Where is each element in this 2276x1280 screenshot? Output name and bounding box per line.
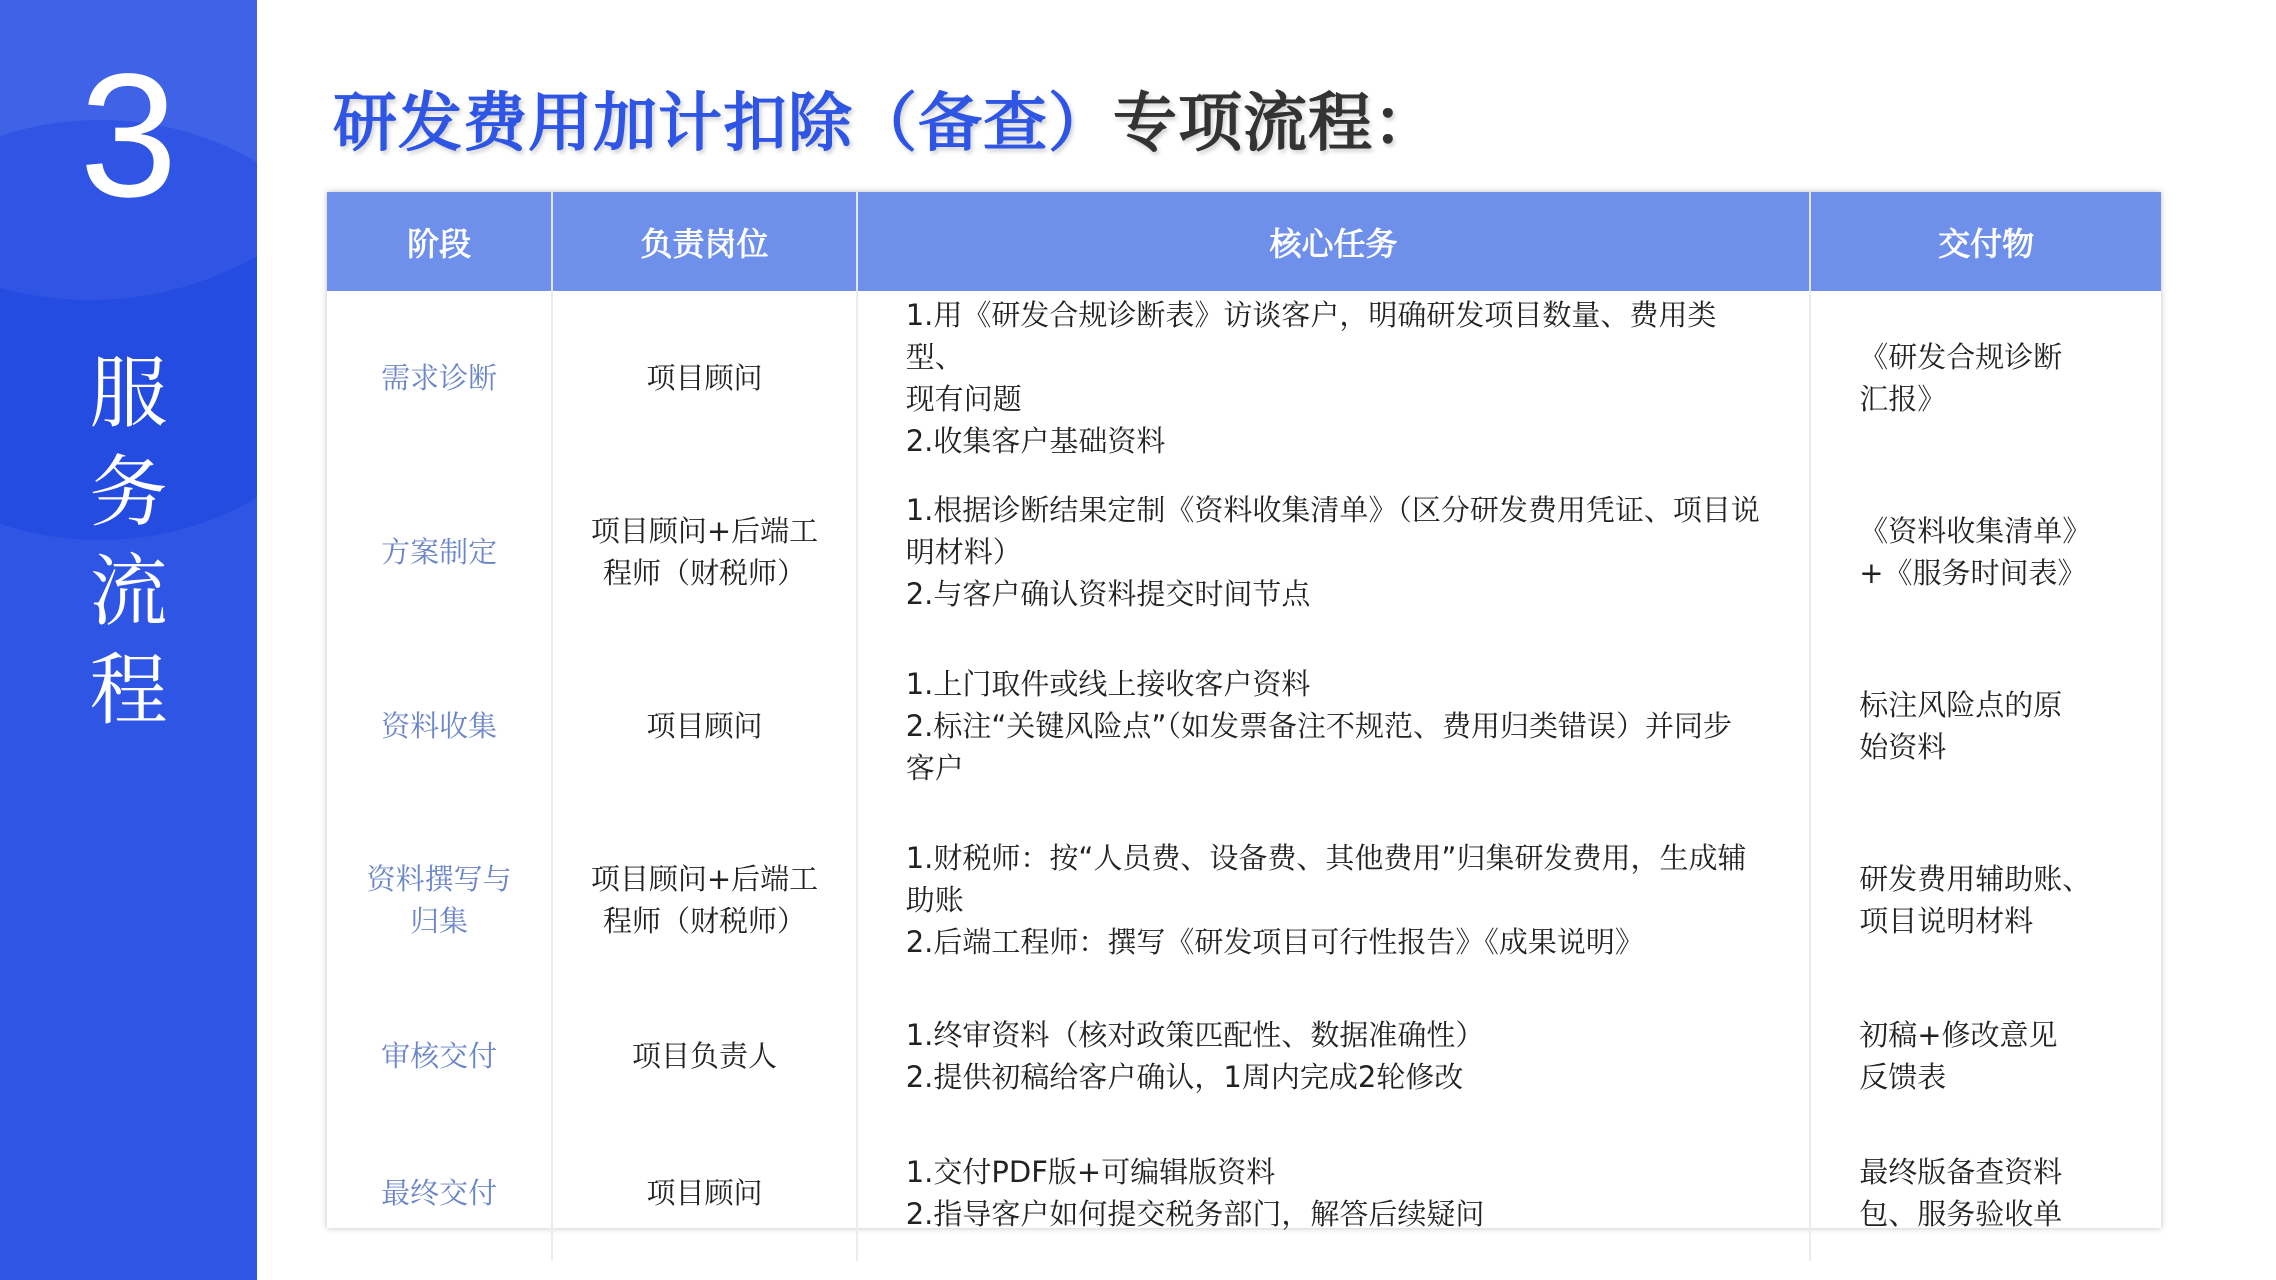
deliverable-text-line: 反馈表 [1859, 1059, 1947, 1094]
table-row [327, 1124, 2161, 1261]
role-text-line: 程师（财税师） [603, 556, 807, 590]
tasks-text-line: 1.根据诊断结果定制《资料收集清单》（区分研发费用凭证、项目说 [905, 493, 1760, 527]
tasks-cell [857, 813, 1810, 987]
section-title-char: 程 [89, 646, 168, 736]
deliverable-cell [1810, 291, 2161, 465]
deliverable-text-line: 最终版备查资料 [1859, 1154, 2063, 1189]
section-number: 3 [79, 38, 178, 234]
table-row [327, 291, 2161, 465]
tasks-cell [857, 987, 1810, 1124]
tasks-text-line: 1.上门取件或线上接收客户资料 [905, 667, 1311, 701]
role-text-line: 项目顾问 [646, 361, 763, 395]
page-title [333, 72, 1438, 164]
deliverable-cell [1810, 465, 2161, 639]
section-title-char: 务 [89, 448, 168, 538]
tasks-text-line: 1.财税师：按“人员费、设备费、其他费用”归集研发费用，生成辅 [905, 841, 1747, 875]
section-title-char: 流 [89, 547, 168, 637]
stage-text-line: 需求诊断 [381, 361, 498, 395]
tasks-cell [857, 465, 1810, 639]
table-body [327, 291, 2161, 1261]
stage-cell [327, 987, 552, 1124]
page-title-main: 研发费用加计扣除（备查） [333, 87, 1113, 161]
page-title-suffix: 专项流程： [1113, 87, 1438, 161]
tasks-text-line: 客户 [905, 751, 964, 785]
stage-text-line: 审核交付 [381, 1038, 498, 1073]
header-deliverable: 交付物 [1810, 192, 2161, 291]
section-title [0, 345, 257, 741]
stage-text-line: 最终交付 [381, 1175, 498, 1210]
stage-cell [327, 465, 552, 639]
stage-text-line: 资料收集 [381, 709, 498, 743]
table-row [327, 465, 2161, 639]
deliverable-cell [1810, 1124, 2161, 1261]
role-cell [552, 987, 856, 1124]
tasks-text-line: 明材料） [905, 535, 1022, 569]
deliverable-cell [1810, 639, 2161, 813]
tasks-cell [857, 291, 1810, 465]
stage-cell [327, 291, 552, 465]
role-text-line: 程师（财税师） [603, 904, 807, 938]
deliverable-text-line: 汇报》 [1859, 382, 1947, 416]
role-cell [552, 639, 856, 813]
tasks-text-line: 2.指导客户如何提交税务部门，解答后续疑问 [905, 1196, 1485, 1231]
tasks-text-line: 2.后端工程师：撰写《研发项目可行性报告》《成果说明》 [905, 925, 1644, 959]
header-stage: 阶段 [327, 192, 552, 291]
deliverable-text-line: 标注风险点的原 [1859, 688, 2063, 722]
tasks-text-line: 现有问题 [905, 382, 1022, 416]
role-cell [552, 813, 856, 987]
deliverable-text-line: 《资料收集清单》 [1859, 514, 2092, 548]
header-role: 负责岗位 [552, 192, 856, 291]
deliverable-text-line: 包、服务验收单 [1859, 1196, 2063, 1231]
deliverable-cell [1810, 987, 2161, 1124]
tasks-cell [857, 639, 1810, 813]
section-sidebar [0, 0, 257, 1280]
section-title-char: 服 [89, 349, 168, 439]
role-text-line: 项目顾问+后端工 [590, 514, 819, 548]
deliverable-text-line: 《研发合规诊断 [1859, 340, 2063, 374]
deliverable-text-line: +《服务时间表》 [1859, 556, 2087, 590]
stage-cell [327, 1124, 552, 1261]
header-tasks: 核心任务 [857, 192, 1810, 291]
tasks-cell [857, 1124, 1810, 1261]
tasks-text-line: 1.用《研发合规诊断表》访谈客户，明确研发项目数量、费用类型、 [905, 298, 1717, 374]
role-text-line: 项目顾问 [646, 1175, 763, 1210]
deliverable-cell [1810, 813, 2161, 987]
table-row [327, 639, 2161, 813]
tasks-text-line: 2.与客户确认资料提交时间节点 [905, 577, 1311, 611]
deliverable-text-line: 项目说明材料 [1859, 904, 2034, 938]
tasks-text-line: 2.标注“关键风险点”（如发票备注不规范、费用归类错误）并同步 [905, 709, 1732, 743]
stage-cell [327, 639, 552, 813]
deliverable-text-line: 研发费用辅助账、 [1859, 862, 2092, 896]
role-text-line: 项目负责人 [632, 1038, 778, 1073]
table-header-row [327, 192, 2161, 291]
tasks-text-line: 2.收集客户基础资料 [905, 424, 1166, 458]
deliverable-text-line: 初稿+修改意见 [1859, 1017, 2058, 1052]
tasks-text-line: 2.提供初稿给客户确认，1周内完成2轮修改 [905, 1059, 1464, 1094]
stage-cell [327, 813, 552, 987]
table-row [327, 813, 2161, 987]
stage-text-line: 方案制定 [381, 535, 498, 569]
role-cell [552, 291, 856, 465]
deliverable-text-line: 始资料 [1859, 730, 1947, 764]
process-table [327, 192, 2161, 1231]
tasks-text-line: 助账 [905, 883, 964, 917]
table-row [327, 987, 2161, 1124]
role-cell [552, 1124, 856, 1261]
stage-text-line: 归集 [410, 904, 469, 938]
process-table-grid [327, 192, 2161, 1261]
role-text-line: 项目顾问+后端工 [590, 862, 819, 896]
stage-text-line: 资料撰写与 [366, 862, 512, 896]
role-cell [552, 465, 856, 639]
role-text-line: 项目顾问 [646, 709, 763, 743]
tasks-text-line: 1.终审资料（核对政策匹配性、数据准确性） [905, 1017, 1485, 1052]
tasks-text-line: 1.交付PDF版+可编辑版资料 [905, 1154, 1276, 1189]
